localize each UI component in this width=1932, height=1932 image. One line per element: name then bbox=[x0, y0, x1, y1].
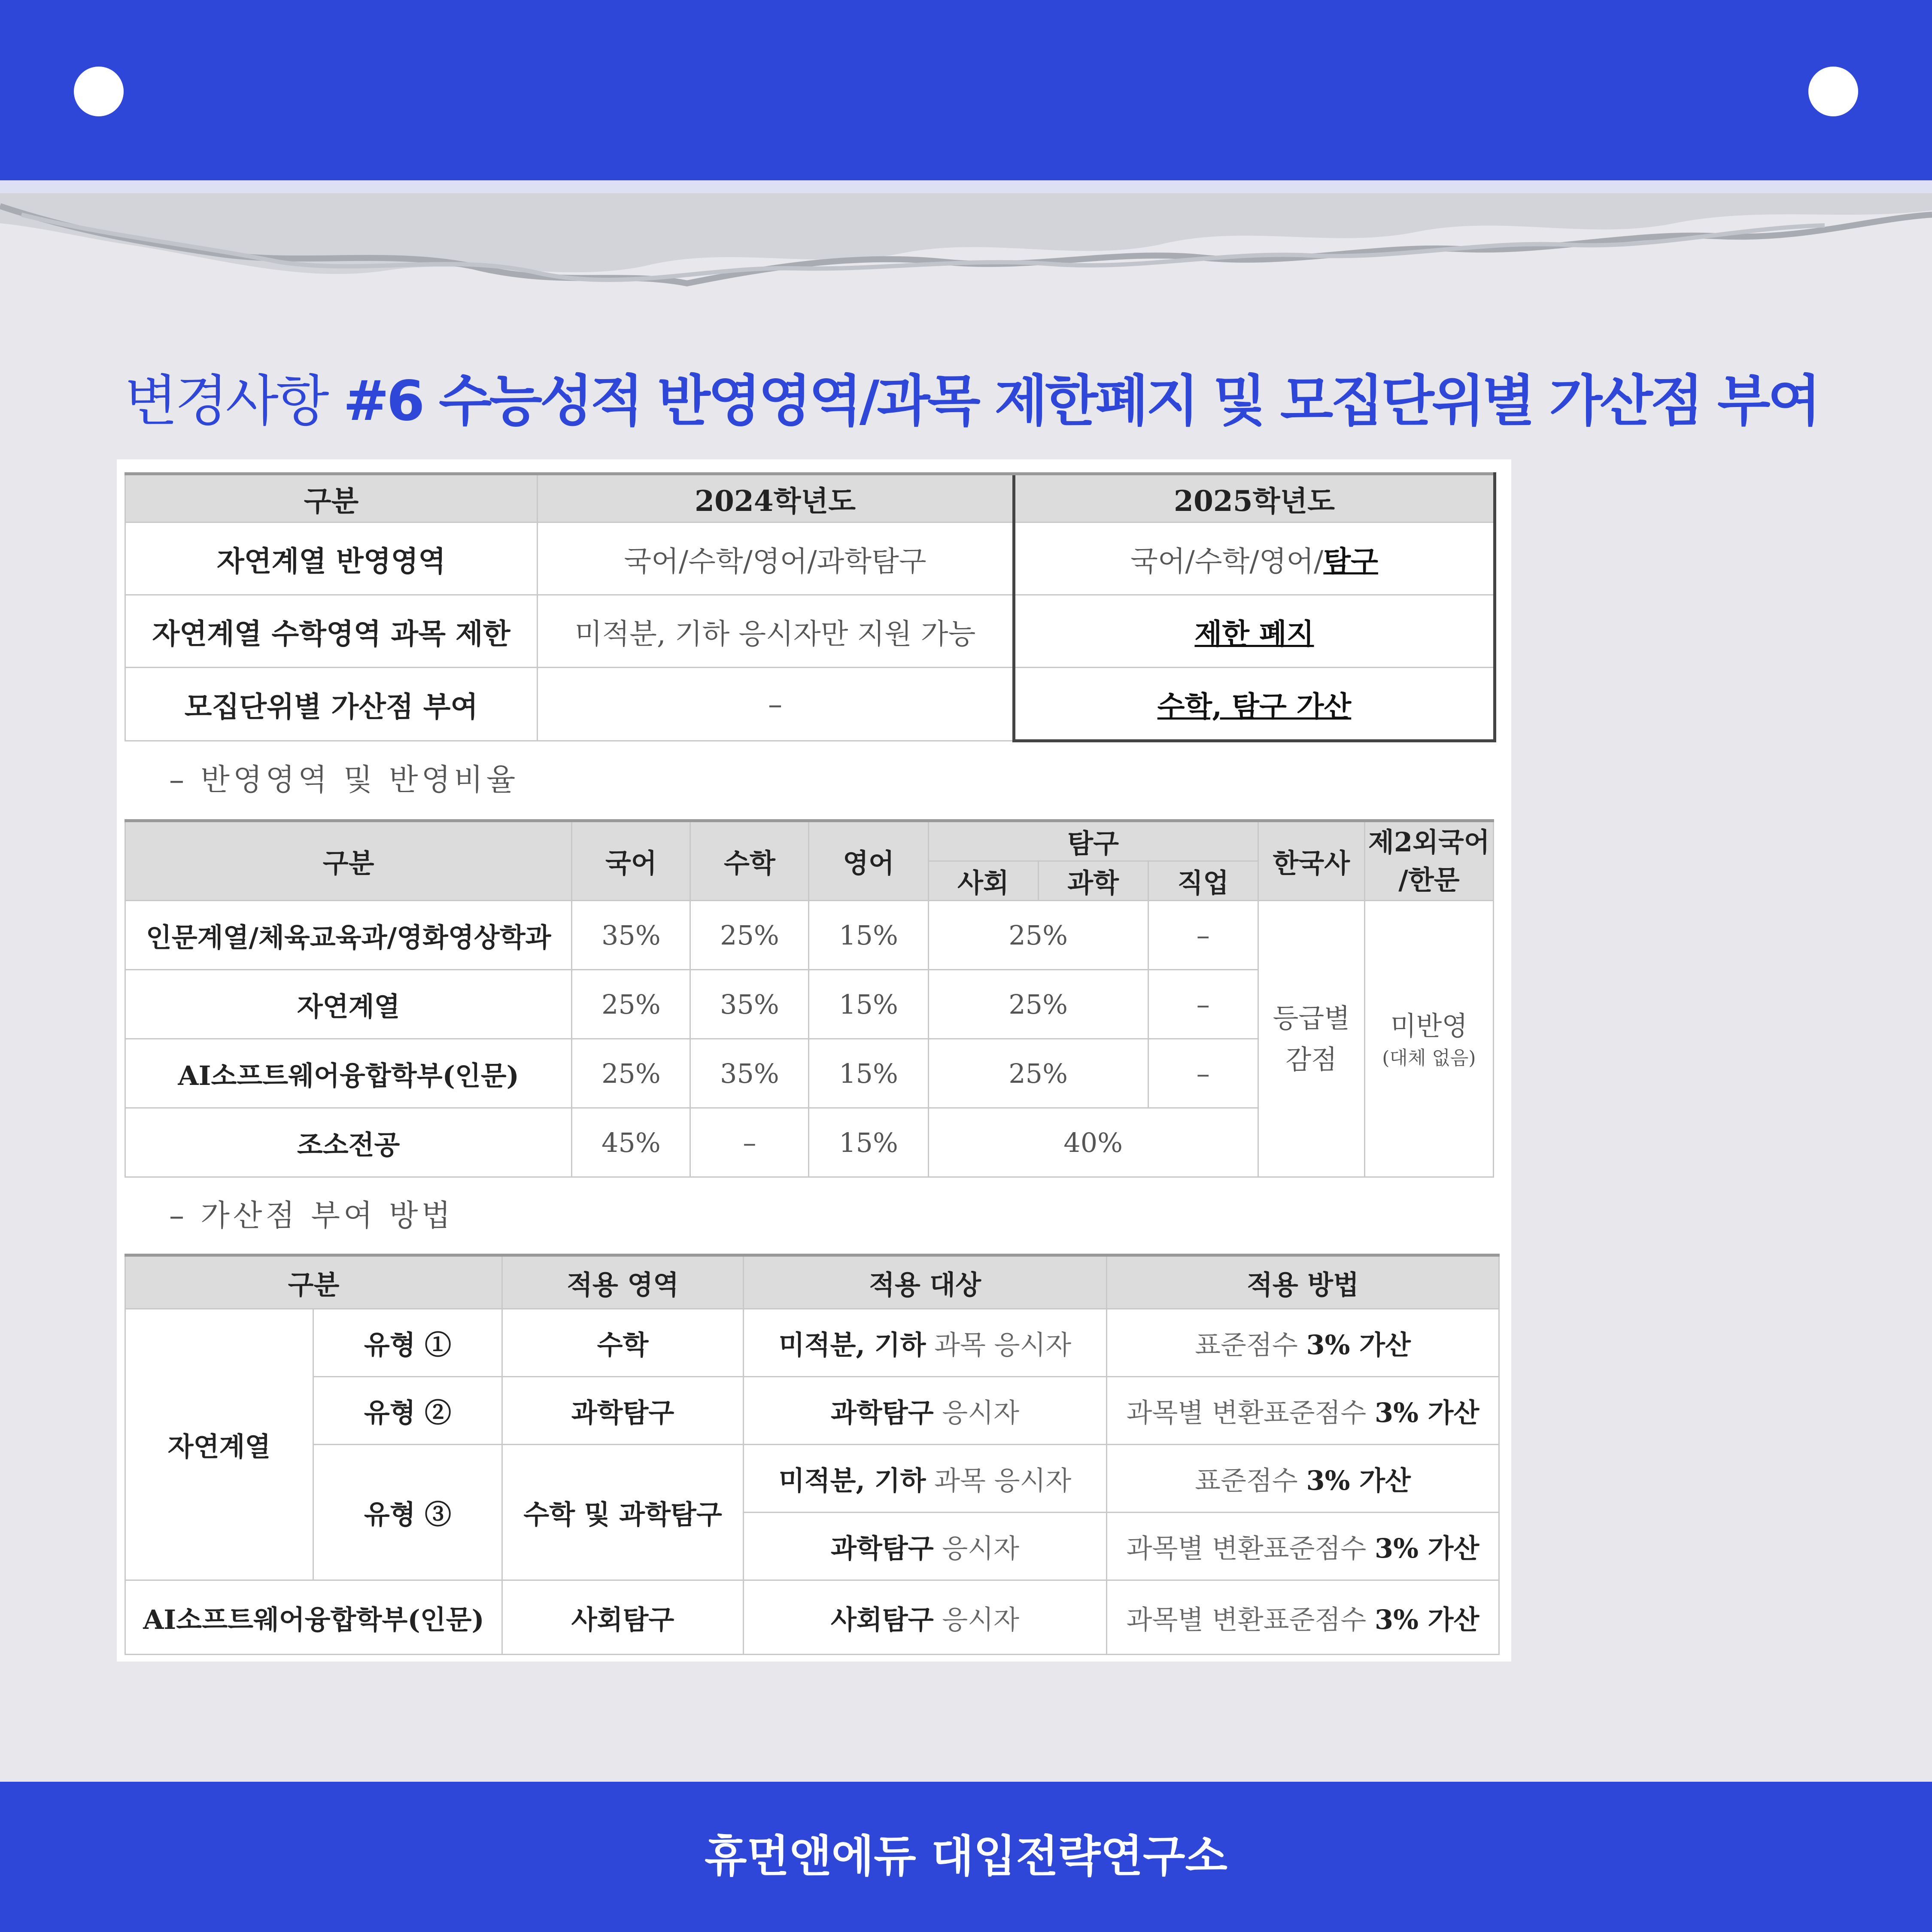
value-2025-emphasis: 수학, 탐구 가산 bbox=[1157, 689, 1352, 723]
top-banner bbox=[0, 0, 1932, 180]
footer-banner bbox=[0, 1782, 1932, 1932]
header-category: 구분 bbox=[125, 821, 572, 901]
math-ratio: 35% bbox=[690, 1039, 809, 1108]
method-prefix: 표준점수 bbox=[1195, 1465, 1298, 1496]
header-inquiry-science: 과학 bbox=[1038, 861, 1148, 901]
header-inquiry: 탐구 bbox=[928, 821, 1258, 861]
header-2024: 2024학년도 bbox=[538, 474, 1014, 522]
apply-method bbox=[1107, 1377, 1499, 1445]
apply-area: 수학 bbox=[502, 1309, 744, 1377]
type-label: 유형 ② bbox=[313, 1377, 502, 1445]
korean-history-value-line1: 등급별 bbox=[1273, 1002, 1350, 1034]
method-emphasis: 3% 가산 bbox=[1375, 1604, 1479, 1635]
value-2025-prefix: 국어/수학/영어/ bbox=[1130, 544, 1324, 578]
ratio-table bbox=[125, 819, 1494, 1178]
pin-hole-right bbox=[1808, 67, 1858, 116]
table-header-row bbox=[125, 1255, 1499, 1309]
second-language-value-main: 미반영 bbox=[1390, 1010, 1468, 1042]
apply-target bbox=[744, 1445, 1107, 1513]
korean-ratio: 25% bbox=[572, 1039, 690, 1108]
apply-target bbox=[744, 1377, 1107, 1445]
apply-area: 과학탐구 bbox=[502, 1377, 744, 1445]
value-2025 bbox=[1014, 595, 1495, 668]
row-label: AI소프트웨어융합학부(인문) bbox=[125, 1039, 572, 1108]
method-emphasis: 3% 가산 bbox=[1306, 1465, 1411, 1496]
apply-target bbox=[744, 1513, 1107, 1580]
math-ratio: – bbox=[690, 1108, 809, 1177]
change-summary-table bbox=[125, 472, 1496, 742]
inquiry-ratio: 25% bbox=[928, 1039, 1148, 1108]
value-2024: – bbox=[538, 668, 1014, 741]
target-rest: 응시자 bbox=[942, 1604, 1019, 1635]
header-inquiry-vocational: 직업 bbox=[1148, 861, 1258, 901]
value-2024: 국어/수학/영어/과학탐구 bbox=[538, 522, 1014, 595]
value-2024: 미적분, 기하 응시자만 지원 가능 bbox=[538, 595, 1014, 668]
row-label: 자연계열 반영영역 bbox=[125, 522, 538, 595]
torn-paper-edge bbox=[0, 180, 1932, 305]
header-korean-history: 한국사 bbox=[1258, 821, 1364, 901]
header-inquiry-social: 사회 bbox=[928, 861, 1038, 901]
header-math: 수학 bbox=[690, 821, 809, 901]
method-prefix: 과목별 변환표준점수 bbox=[1126, 1533, 1367, 1564]
apply-method bbox=[1107, 1445, 1499, 1513]
english-ratio: 15% bbox=[809, 970, 928, 1039]
table-row bbox=[125, 1445, 1499, 1513]
type-label: 유형 ③ bbox=[313, 1445, 502, 1580]
header-second-language bbox=[1364, 821, 1493, 901]
target-emphasis: 미적분, 기하 bbox=[778, 1329, 926, 1361]
target-rest: 과목 응시자 bbox=[934, 1465, 1072, 1496]
header-area: 적용 영역 bbox=[502, 1255, 744, 1309]
target-rest: 응시자 bbox=[942, 1397, 1019, 1428]
value-2025-emphasis: 제한 폐지 bbox=[1194, 617, 1314, 650]
value-2025-emphasis: 탐구 bbox=[1323, 544, 1378, 578]
target-emphasis: 사회탐구 bbox=[831, 1604, 934, 1635]
section-heading-bonus: – 가산점 부여 방법 bbox=[169, 1198, 454, 1233]
table-row bbox=[125, 1377, 1499, 1445]
header-target: 적용 대상 bbox=[744, 1255, 1107, 1309]
korean-ratio: 25% bbox=[572, 970, 690, 1039]
apply-target bbox=[744, 1580, 1107, 1655]
group-label-ai: AI소프트웨어융합학부(인문) bbox=[125, 1580, 502, 1655]
title-main: #6 수능성적 반영영역/과목 제한폐지 및 모집단위별 가산점 부여 bbox=[343, 369, 1819, 433]
table-header-row bbox=[125, 821, 1494, 861]
pin-hole-left bbox=[74, 67, 124, 116]
target-rest: 응시자 bbox=[942, 1533, 1019, 1564]
section-heading-ratio: – 반영영역 및 반영비율 bbox=[169, 762, 519, 797]
type-label: 유형 ① bbox=[313, 1309, 502, 1377]
table-row bbox=[125, 1309, 1499, 1377]
header-2025: 2025학년도 bbox=[1014, 474, 1495, 522]
title-lead: 변경사항 bbox=[125, 369, 327, 433]
table-row bbox=[125, 595, 1495, 668]
target-emphasis: 과학탐구 bbox=[831, 1397, 934, 1428]
value-2025 bbox=[1014, 522, 1495, 595]
method-prefix: 표준점수 bbox=[1195, 1329, 1298, 1361]
apply-method bbox=[1107, 1513, 1499, 1580]
vocational-ratio: – bbox=[1148, 970, 1258, 1039]
apply-method bbox=[1107, 1309, 1499, 1377]
second-language-value bbox=[1364, 901, 1493, 1177]
table-header-row bbox=[125, 474, 1495, 522]
header-category: 구분 bbox=[125, 474, 538, 522]
document-sheet bbox=[117, 459, 1511, 1662]
table-row bbox=[125, 668, 1495, 741]
method-emphasis: 3% 가산 bbox=[1306, 1329, 1411, 1361]
vocational-ratio: – bbox=[1148, 1039, 1258, 1108]
inquiry-ratio: 40% bbox=[928, 1108, 1258, 1177]
target-emphasis: 과학탐구 bbox=[831, 1533, 934, 1564]
header-second-language-line2: /한문 bbox=[1398, 864, 1460, 896]
row-label: 자연계열 bbox=[125, 970, 572, 1039]
target-rest: 과목 응시자 bbox=[934, 1329, 1072, 1361]
row-label: 조소전공 bbox=[125, 1108, 572, 1177]
table-row bbox=[125, 1580, 1499, 1655]
apply-area: 수학 및 과학탐구 bbox=[502, 1445, 744, 1580]
header-method: 적용 방법 bbox=[1107, 1255, 1499, 1309]
page-title bbox=[125, 365, 1842, 438]
second-language-note: (대체 없음) bbox=[1382, 1047, 1476, 1069]
bonus-method-table bbox=[125, 1254, 1500, 1655]
method-prefix: 과목별 변환표준점수 bbox=[1126, 1397, 1367, 1428]
header-english: 영어 bbox=[809, 821, 928, 901]
header-second-language-line1: 제2외국어 bbox=[1368, 826, 1490, 858]
row-label: 모집단위별 가산점 부여 bbox=[125, 668, 538, 741]
apply-target bbox=[744, 1309, 1107, 1377]
inquiry-ratio: 25% bbox=[928, 901, 1148, 970]
header-category: 구분 bbox=[125, 1255, 502, 1309]
vocational-ratio: – bbox=[1148, 901, 1258, 970]
row-label: 인문계열/체육교육과/영화영상학과 bbox=[125, 901, 572, 970]
footer-text: 휴먼앤에듀 대입전략연구소 bbox=[705, 1831, 1227, 1882]
method-emphasis: 3% 가산 bbox=[1375, 1533, 1479, 1564]
value-2025 bbox=[1014, 668, 1495, 741]
english-ratio: 15% bbox=[809, 1108, 928, 1177]
method-prefix: 과목별 변환표준점수 bbox=[1126, 1604, 1367, 1635]
group-label-natural: 자연계열 bbox=[125, 1309, 313, 1580]
target-emphasis: 미적분, 기하 bbox=[778, 1465, 926, 1496]
header-korean: 국어 bbox=[572, 821, 690, 901]
korean-history-value bbox=[1258, 901, 1364, 1177]
row-label: 자연계열 수학영역 과목 제한 bbox=[125, 595, 538, 668]
math-ratio: 25% bbox=[690, 901, 809, 970]
math-ratio: 35% bbox=[690, 970, 809, 1039]
korean-history-value-line2: 감점 bbox=[1285, 1043, 1337, 1075]
english-ratio: 15% bbox=[809, 901, 928, 970]
method-emphasis: 3% 가산 bbox=[1375, 1397, 1479, 1428]
korean-ratio: 45% bbox=[572, 1108, 690, 1177]
english-ratio: 15% bbox=[809, 1039, 928, 1108]
inquiry-ratio: 25% bbox=[928, 970, 1148, 1039]
korean-ratio: 35% bbox=[572, 901, 690, 970]
apply-area: 사회탐구 bbox=[502, 1580, 744, 1655]
apply-method bbox=[1107, 1580, 1499, 1655]
table-row bbox=[125, 522, 1495, 595]
table-row bbox=[125, 901, 1494, 970]
